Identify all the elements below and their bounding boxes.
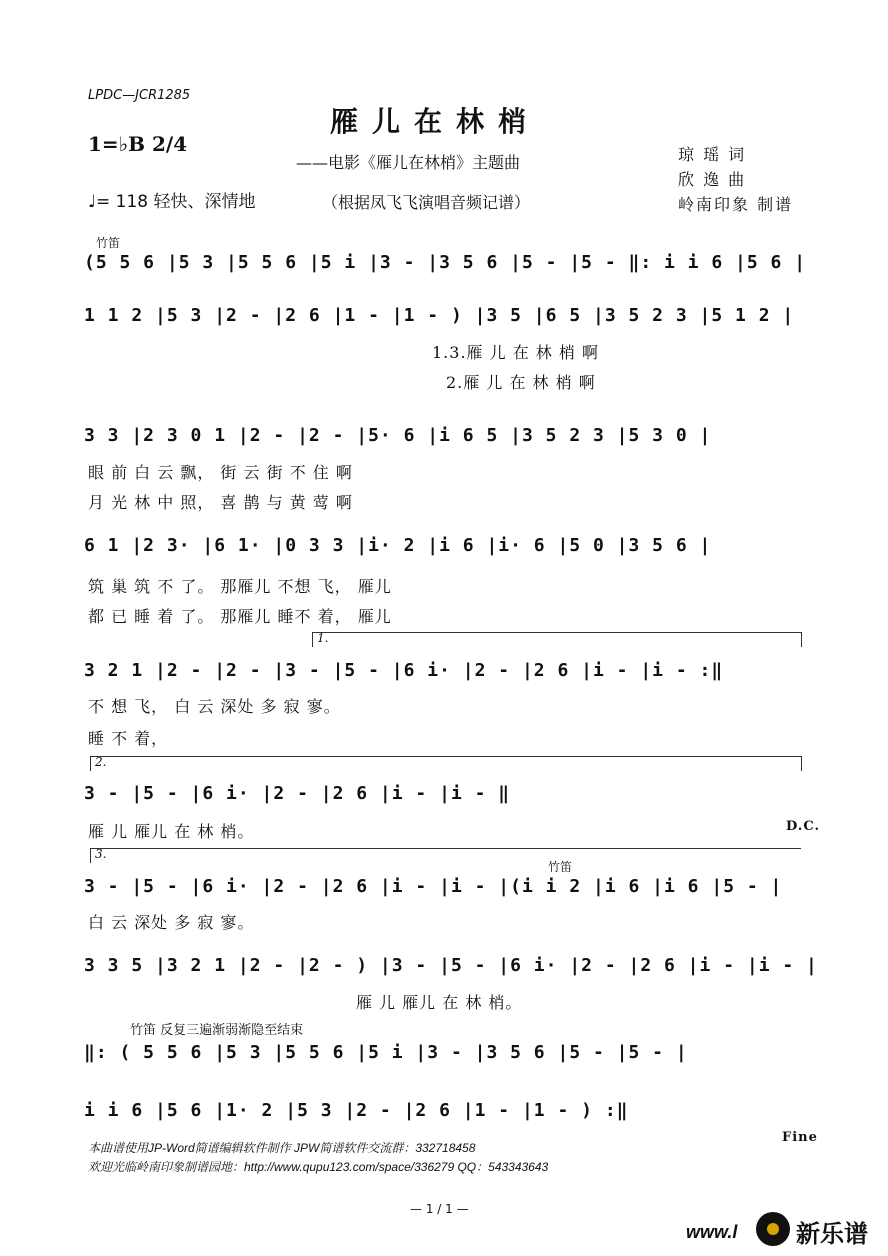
score-row-5: 3 2 1 |2 - |2 - |3 - |5 - |6 i· |2 - |2 6 |i - |i - :‖ (84, 660, 724, 681)
record-logo-icon (756, 1212, 790, 1246)
lyric-row-4b: 都 已 睡 着 了。 那雁儿 睡不 着， 雁儿 (88, 607, 392, 626)
lyric-row-7: 白 云 深处 多 寂 寥。 (88, 913, 255, 932)
footer-line-1: 本曲谱使用JP-Word简谱编辑软件制作 JPW简谱软件交流群：332718458 (88, 1141, 476, 1155)
lyric-row-5b: 睡 不 着， (88, 729, 169, 748)
volta-1-bracket (312, 632, 802, 647)
score-row-10: i i 6 |5 6 |1· 2 |5 3 |2 - |2 6 |1 - |1 - ) :‖ (84, 1100, 629, 1121)
score-code: LPDC—JCR1285 (88, 88, 191, 103)
flute-label-2: 竹笛 (548, 860, 573, 874)
page-number: — 1 / 1 — (410, 1202, 469, 1216)
volta-3-label: 3. (95, 847, 107, 861)
composer-credit: 欣 逸 曲 (678, 170, 747, 189)
score-row-2: 1 1 2 |5 3 |2 - |2 6 |1 - |1 - ) |3 5 |6 5 |3 5 2 3 |5 1 2 | (84, 305, 795, 326)
watermark-brand: 新乐谱 (796, 1220, 868, 1248)
lyric-row-5a: 不 想 飞， 白 云 深处 多 寂 寥。 (88, 697, 341, 716)
lyric-row-3b: 月 光 林 中 照， 喜 鹊 与 黄 莺 啊 (88, 493, 353, 512)
lyric-row-8: 雁 儿 雁儿 在 林 梢。 (356, 993, 523, 1012)
key-signature: 1=♭B 2/4 (88, 132, 188, 156)
score-row-6: 3 - |5 - |6 i· |2 - |2 6 |i - |i - ‖ (84, 783, 511, 804)
volta-2-label: 2. (95, 755, 107, 769)
song-title: 雁儿在林梢 (330, 105, 541, 138)
fine-mark: Fine (782, 1130, 818, 1145)
lyric-row-6: 雁 儿 雁儿 在 林 梢。 (88, 822, 255, 841)
arranger-credit: 岭南印象 制谱 (678, 195, 794, 214)
score-row-8: 3 3 5 |3 2 1 |2 - |2 - ) |3 - |5 - |6 i· |2 - |2 6 |i - |i - | (84, 955, 818, 976)
lyric-row-4a: 筑 巢 筑 不 了。 那雁儿 不想 飞， 雁儿 (88, 577, 392, 596)
song-subtitle: ——电影《雁儿在林梢》主题曲 (296, 153, 521, 172)
score-row-3: 3 3 |2 3 0 1 |2 - |2 - |5· 6 |i 6 5 |3 5 2 3 |5 3 0 | (84, 425, 712, 446)
score-row-1: (5 5 6 |5 3 |5 5 6 |5 i |3 - |3 5 6 |5 - |5 - ‖: i i 6 |5 6 | (84, 252, 807, 273)
volta-1-label: 1. (317, 631, 329, 645)
watermark-url: www.l (686, 1222, 738, 1242)
tempo-marking: ♩= 118 轻快、深情地 (88, 192, 256, 212)
source-note: （根据凤飞飞演唱音频记谱） (322, 193, 531, 212)
dc-mark: D.C. (786, 819, 820, 834)
instrument-label: 竹笛 (96, 236, 121, 250)
volta-2-bracket (90, 756, 802, 771)
footer-line-2: 欢迎光临岭南印象制谱园地：http://www.qupu123.com/space/336279 QQ：543343643 (88, 1160, 549, 1174)
score-row-7: 3 - |5 - |6 i· |2 - |2 6 |i - |i - |(i i 2 |i 6 |i 6 |5 - | (84, 876, 783, 897)
lyric-row-2a: 1.3.雁 儿 在 林 梢 啊 (432, 343, 599, 362)
lyric-row-2b: 2.雁 儿 在 林 梢 啊 (446, 373, 596, 392)
volta-3-bracket (90, 848, 801, 863)
repeat-instruction: 竹笛 反复三遍渐弱渐隐至结束 (130, 1023, 304, 1038)
lyricist-credit: 琼 瑶 词 (678, 145, 747, 164)
score-row-4: 6 1 |2 3· |6 1· |0 3 3 |i· 2 |i 6 |i· 6 |5 0 |3 5 6 | (84, 535, 712, 556)
score-row-9: ‖: ( 5 5 6 |5 3 |5 5 6 |5 i |3 - |3 5 6 |5 - |5 - | (84, 1042, 688, 1063)
lyric-row-3a: 眼 前 白 云 飘， 街 云 街 不 住 啊 (88, 463, 353, 482)
